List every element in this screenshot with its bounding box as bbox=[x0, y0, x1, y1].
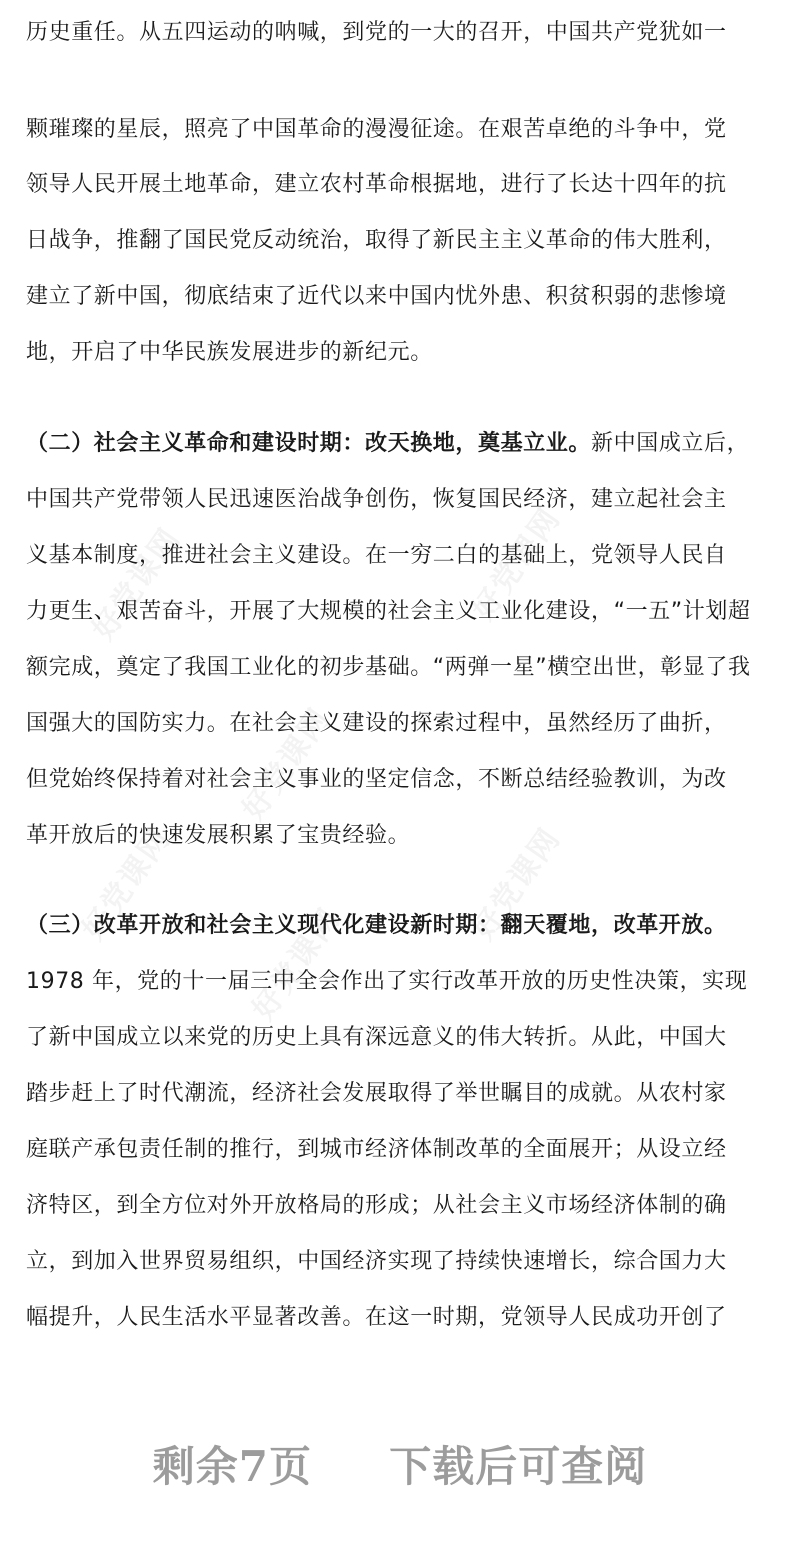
paragraph-text: 历史重任。从五四运动的呐喊，到党的一大的召开，中国共产党犹如一 bbox=[26, 20, 727, 45]
remaining-pages-banner[interactable] bbox=[0, 1432, 800, 1502]
section-heading: （二）社会主义革命和建设时期：改天换地，奠基立业。 bbox=[26, 431, 592, 456]
paragraph-text: 但党始终保持着对社会主义事业的坚定信念，不断总结经验教训，为改 bbox=[26, 767, 727, 792]
watermark-text: 好党课网 bbox=[465, 501, 568, 627]
paragraph-text: 幅提升，人民生活水平显著改善。在这一时期，党领导人民成功开创了 bbox=[26, 1305, 727, 1330]
paragraph-text: 地，开启了中华民族发展进步的新纪元。 bbox=[26, 340, 433, 365]
paragraph-text: 额完成，奠定了我国工业化的初步基础。“两弹一星”横空出世，彰显了我 bbox=[26, 655, 751, 680]
text-line bbox=[26, 168, 778, 202]
text-line bbox=[26, 16, 778, 50]
watermark-text: 好党课网 bbox=[245, 901, 348, 1027]
text-line bbox=[26, 224, 778, 258]
paragraph-text: 义基本制度，推进社会主义建设。在一穷二白的基础上，党领导人民自 bbox=[26, 543, 727, 568]
text-line bbox=[26, 483, 778, 517]
paragraph-text: 踏步赶上了时代潮流，经济社会发展取得了举世瞩目的成就。从农村家 bbox=[26, 1081, 727, 1106]
text-line bbox=[26, 1189, 778, 1223]
text-line bbox=[26, 595, 778, 629]
text-line bbox=[26, 707, 778, 741]
remaining-pages-label: 剩余7页 bbox=[152, 1442, 312, 1491]
paragraph-text: 济特区，到全方位对外开放格局的形成；从社会主义市场经济体制的确 bbox=[26, 1193, 727, 1218]
text-line bbox=[26, 965, 778, 999]
paragraph-text: 中国共产党带领人民迅速医治战争创伤，恢复国民经济，建立起社会主 bbox=[26, 487, 727, 512]
watermark-text: 好党课网 bbox=[235, 701, 338, 827]
text-line bbox=[26, 113, 778, 147]
paragraph-text: 力更生、艰苦奋斗，开展了大规模的社会主义工业化建设，“一五”计划超 bbox=[26, 599, 751, 624]
paragraph-text: 颗璀璨的星辰，照亮了中国革命的漫漫征途。在艰苦卓绝的斗争中，党 bbox=[26, 117, 727, 142]
watermark-text: 好党课网 bbox=[465, 821, 568, 947]
paragraph-text: 建立了新中国，彻底结束了近代以来中国内忧外患、积贫积弱的悲惨境 bbox=[26, 284, 727, 309]
text-line bbox=[26, 1301, 778, 1335]
download-to-view-label[interactable]: 下载后可查阅 bbox=[389, 1442, 648, 1491]
text-line bbox=[26, 819, 778, 853]
paragraph-text: 庭联产承包责任制的推行，到城市经济体制改革的全面展开；从设立经 bbox=[26, 1137, 727, 1162]
paragraph-text: 新中国成立后， bbox=[591, 431, 750, 456]
text-line bbox=[26, 1077, 778, 1111]
text-line bbox=[26, 1245, 778, 1279]
section-heading: （三）改革开放和社会主义现代化建设新时期：翻天覆地，改革开放。 bbox=[26, 913, 727, 938]
watermark-text: 好党课网 bbox=[85, 521, 188, 647]
paragraph-text: 日战争，推翻了国民党反动统治，取得了新民主主义革命的伟大胜利， bbox=[26, 228, 727, 253]
text-line bbox=[26, 763, 778, 797]
paragraph-text: 国强大的国防实力。在社会主义建设的探索过程中，虽然经历了曲折， bbox=[26, 711, 727, 736]
paragraph-text: 1978 年，党的十一届三中全会作出了实行改革开放的历史性决策，实现 bbox=[26, 969, 748, 994]
text-line bbox=[26, 280, 778, 314]
text-line bbox=[26, 427, 778, 461]
paragraph-text: 立，到加入世界贸易组织，中国经济实现了持续快速增长，综合国力大 bbox=[26, 1249, 727, 1274]
text-line bbox=[26, 1021, 778, 1055]
paragraph-text: 了新中国成立以来党的历史上具有深远意义的伟大转折。从此，中国大 bbox=[26, 1025, 727, 1050]
text-line bbox=[26, 909, 778, 943]
text-line bbox=[26, 336, 778, 370]
text-line bbox=[26, 651, 778, 685]
paragraph-text: 革开放后的快速发展积累了宝贵经验。 bbox=[26, 823, 411, 848]
text-line bbox=[26, 1133, 778, 1167]
watermark-text: 好党课网 bbox=[75, 821, 178, 947]
paragraph-text: 领导人民开展土地革命，建立农村革命根据地，进行了长达十四年的抗 bbox=[26, 172, 727, 197]
text-line bbox=[26, 539, 778, 573]
